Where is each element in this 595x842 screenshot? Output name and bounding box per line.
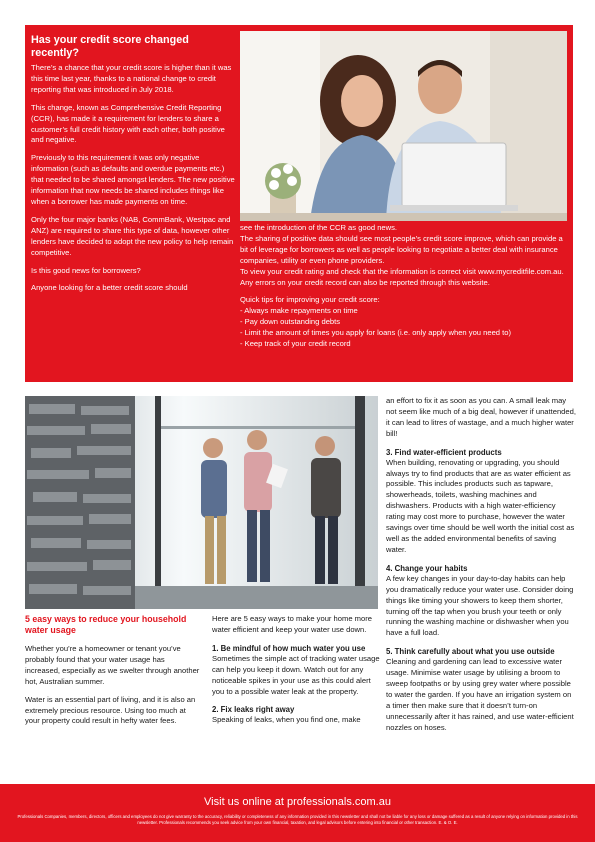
credit-score-paragraph: There’s a chance that your credit score is higher than it was this time last year, thanks to a national change to credit reporting that was introduced in July 2018. — [31, 63, 232, 94]
tip-item: - Always make repayments on time — [240, 306, 358, 316]
tip-item: - Limit the amount of times you apply for loans (i.e. only apply when you need to) — [240, 328, 511, 338]
office-meeting-photo — [25, 396, 378, 609]
step-title: 5. Think carefully about what you use outside — [386, 647, 555, 657]
water-intro-paragraph: Whether you’re a homeowner or tenant you’ve probably found that your water usage has increased, especially as we swelter through another hot, Australian summer. — [25, 644, 200, 686]
credit-score-paragraph: Previously to this requirement it was only negative information (such as defaults and overdue payments etc.) that needed to be shared amongst lenders. The new positive information that now needs be shared includes things like when a borrower has made payments on time. — [31, 153, 235, 206]
water-steps-column-1 — [212, 614, 380, 733]
website-link[interactable]: Visit us online at professionals.com.au — [204, 796, 391, 808]
office-meeting-illustration — [25, 396, 378, 609]
water-steps-column-2 — [386, 396, 576, 741]
credit-score-paragraph: To view your credit rating and check that the information is correct visit www.mycreditfile.com.au. Any errors on your credit record can also be reported through this website. — [240, 266, 564, 287]
credit-score-paragraph: Only the four major banks (NAB, CommBank, Westpac and ANZ) are required to share this type of data, however other lenders have decided to adopt the new policy to help remain competitive. — [31, 214, 234, 257]
step-body: A few key changes in your day-to-day habits can help you dramatically reduce your water use. Consider doing things like timing your showers to keep them shorter, turning off the tap when you brush your teeth or only running the washing machine or dishwasher when you have a full load. — [386, 573, 574, 638]
credit-score-left-column — [31, 34, 239, 301]
credit-score-paragraph: This change, known as Comprehensive Credit Reporting (CCR), has made it a requirement for lenders to share a customer’s full credit history with each other, both positive and negative. — [31, 102, 225, 145]
water-lead-in: Here are 5 easy ways to make your home more water efficient and keep your water use down. — [212, 614, 372, 634]
credit-score-paragraph: The sharing of positive data should see most people’s credit score improve, which can provide a bit of leverage for borrowers as well as people looking to negotiate a better deal with insurance companies, utility or even phone providers. — [240, 233, 563, 265]
step-body: Cleaning and gardening can lead to excessive water usage. Minimise water usage by utilising a broom to sweep footpaths or by using grey water where possible to water the garden. If you have an irrigation system on a timer then make sure that it doesn’t turn-on unnecessarily after it has rained, and use water-efficient nozzles on hoses. — [386, 657, 574, 732]
credit-score-paragraph: Anyone looking for a better credit score should — [31, 283, 188, 293]
couple-laptop-photo — [240, 31, 567, 221]
water-section-title: 5 easy ways to reduce your household water usage — [25, 614, 187, 635]
water-intro-column — [25, 614, 201, 734]
footer — [0, 784, 595, 842]
step-title: 2. Fix leaks right away — [212, 705, 295, 715]
tips-title: Quick tips for improving your credit score: — [240, 295, 380, 305]
credit-score-panel — [25, 25, 573, 382]
step-title: 3. Find water-efficient products — [386, 447, 502, 457]
couple-laptop-illustration — [240, 31, 567, 221]
tip-item: - Pay down outstanding debts — [240, 317, 341, 327]
step-body: Sometimes the simple act of tracking water usage can help you keep it down. Watch out for any noticeable spikes in your use as this could alert you to a possible water leak at the property. — [212, 653, 380, 696]
step-body-continued: an effort to fix it as soon as you can. A small leak may not seem like much of a big deal, however if unattended, it can lead to litres of wastage, and a much higher water bill! — [386, 396, 576, 438]
step-body: When building, renovating or upgrading, you should always try to find products that are as water efficient as possible. This includes products such as tapware, showerheads, toilets, washing machines and dishwashers. Products with a high water-efficiency rating may cost more to purchase, however the water savings over time should be well worth the initial cost as well as the added environmental benefits of saving water. — [386, 457, 575, 554]
step-title: 1. Be mindful of how much water you use — [212, 643, 366, 653]
credit-score-paragraph: see the introduction of the CCR as good news. — [240, 223, 398, 232]
step-body: Speaking of leaks, when you find one, make — [212, 715, 361, 725]
credit-score-question: Is this good news for borrowers? — [31, 265, 141, 275]
water-intro-paragraph: Water is an essential part of living, and it is also an extremely precious resource. Using too much at your property could result in hefty water fees. — [25, 694, 196, 726]
credit-score-right-column — [240, 223, 566, 350]
tip-item: - Keep track of your credit record — [240, 339, 351, 349]
footer-disclaimer: Professionals Companies, members, directors, officers and employees do not give warranty to the accuracy, reliability or completeness of any information provided in this newsletter and shall not be liable for any loss or damage suffered as a result of anyone relying on information provided in this newsletter. Professionals recommends you seek advice from your own financial, taxation, and legal advisors before entering into financial or other transaction. E. & O. E. — [17, 814, 578, 825]
credit-score-title: Has your credit score changed recently? — [31, 34, 189, 59]
step-title: 4. Change your habits — [386, 563, 468, 573]
